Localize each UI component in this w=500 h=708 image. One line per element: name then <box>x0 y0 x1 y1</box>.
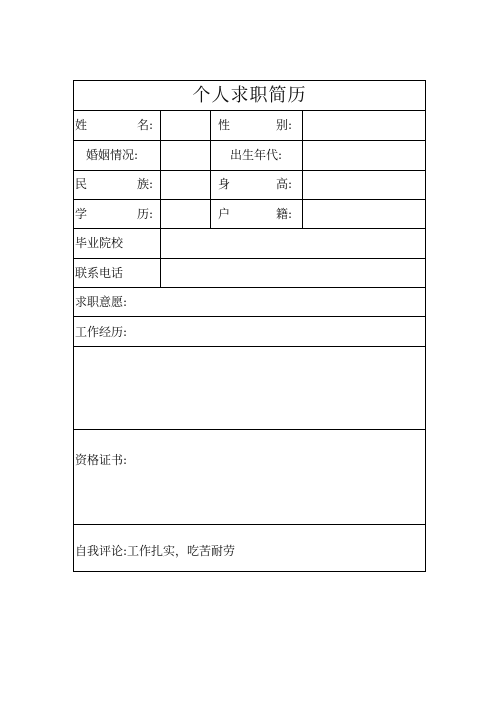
marital-label: 婚姻情况: <box>86 148 139 162</box>
name-label-char: 姓 <box>75 118 88 132</box>
self-eval-value: 工作扎实，吃苦耐劳 <box>127 544 236 558</box>
ethnicity-field[interactable] <box>161 171 209 198</box>
certificates-label: 资格证书: <box>75 453 128 467</box>
education-label-char: 学 <box>75 207 88 221</box>
height-label <box>218 177 292 191</box>
hukou-label <box>218 207 292 221</box>
height-label-char: 身 <box>218 177 231 191</box>
hukou-label-char: 户 <box>218 207 231 221</box>
ethnicity-label-char: 族: <box>136 177 153 191</box>
hukou-field[interactable] <box>303 200 425 227</box>
school-field[interactable] <box>161 229 425 257</box>
ethnicity-label <box>75 177 153 191</box>
gender-label-char: 性 <box>218 118 231 132</box>
column-divider <box>210 110 211 229</box>
height-label-char: 高: <box>275 177 292 191</box>
page-title: 个人求职简历 <box>74 81 425 111</box>
birth-field[interactable] <box>303 141 425 169</box>
height-field[interactable] <box>303 171 425 198</box>
row-divider <box>74 524 425 525</box>
name-label <box>75 118 153 132</box>
education-label-char: 历: <box>136 207 153 221</box>
school-label: 毕业院校 <box>75 236 124 250</box>
experience-label: 工作经历: <box>75 325 128 339</box>
phone-label: 联系电话 <box>75 266 124 280</box>
phone-field[interactable] <box>161 259 425 286</box>
gender-field[interactable] <box>303 111 425 139</box>
self-eval <box>75 544 235 558</box>
resume-form <box>73 80 426 572</box>
birth-label: 出生年代: <box>230 148 283 162</box>
self-eval-label: 自我评论: <box>75 544 128 558</box>
gender-label-char: 别: <box>275 118 292 132</box>
gender-label <box>218 118 292 132</box>
experience-field[interactable] <box>75 347 425 428</box>
name-field[interactable] <box>161 111 209 139</box>
education-label <box>75 207 153 221</box>
row-divider <box>74 287 425 288</box>
row-divider <box>74 429 425 430</box>
marital-field[interactable] <box>161 141 209 169</box>
name-label-char: 名: <box>136 118 153 132</box>
objective-label: 求职意愿: <box>75 295 128 309</box>
row-divider <box>74 316 425 317</box>
hukou-label-char: 籍: <box>275 207 292 221</box>
education-field[interactable] <box>161 200 209 227</box>
ethnicity-label-char: 民 <box>75 177 88 191</box>
